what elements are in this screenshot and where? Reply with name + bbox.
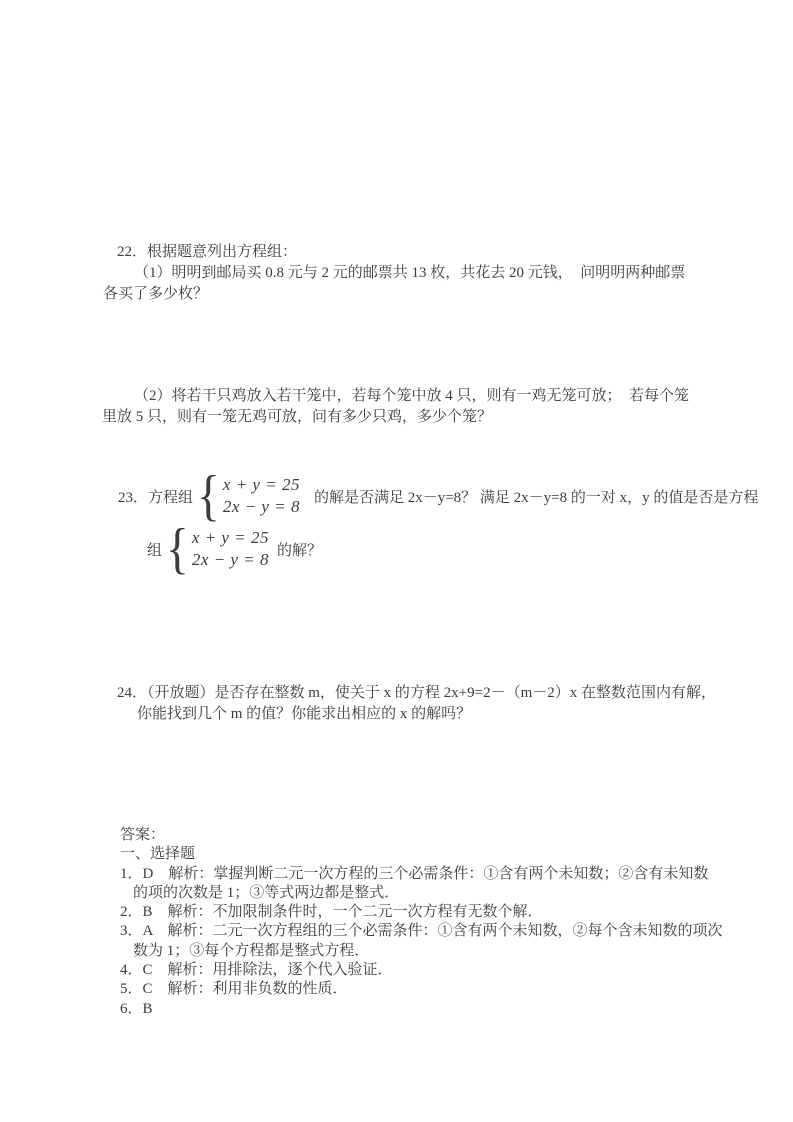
q23-row1 bbox=[118, 465, 759, 527]
q22-part2-line2: 里放 5 只，则有一笼无鸡可放，问有多少只鸡，多少个笼？ bbox=[102, 409, 493, 425]
q23-prefix: 23．方程组 bbox=[118, 489, 194, 506]
q23-eq2: 2x − y = 8 bbox=[222, 497, 300, 516]
q23-row2-eq2: 2x − y = 8 bbox=[191, 550, 269, 569]
answer-item-4-line1: 4．C 解析：用排除法，逐个代入验证． bbox=[120, 962, 393, 979]
answers-title: 答案： bbox=[120, 827, 166, 843]
answers-section bbox=[120, 826, 723, 1019]
q23-equation-system bbox=[223, 474, 300, 518]
q22-heading: 22．根据题意列出方程组： bbox=[117, 244, 298, 260]
answer-item-2-line1: 2．B 解析：不加限制条件时，一个二元一次方程有无数个解． bbox=[120, 904, 543, 921]
answer-item-3-line2: 数为 1；③每个方程都是整式方程． bbox=[133, 942, 370, 959]
q23-after-text: 的解是否满足 2x－y=8？ 满足 2x－y=8 的一对 x，y 的值是否是方程 bbox=[313, 489, 759, 506]
q23-eq1: x + y = 25 bbox=[222, 475, 300, 494]
q23-row2-eq1: x + y = 25 bbox=[191, 528, 269, 547]
q22-part2-line1: （2）将若干只鸡放入若干笼中，若每个笼中放 4 只，则有一鸡无笼可放； 若每个笼 bbox=[134, 388, 690, 404]
answer-item-1-line2: 的项的次数是 1；③等式两边都是整式． bbox=[133, 884, 400, 901]
q24-line1: 24．（开放题）是否存在整数 m，使关于 x 的方程 2x+9=2－（m－2）x 在整数范围内有解， bbox=[117, 685, 717, 701]
q22-part1-line1: （1）明明到邮局买 0.8 元与 2 元的邮票共 13 枚，共花去 20 元钱， 问明明两种邮票 bbox=[134, 265, 686, 281]
answer-item-3-line1: 3．A 解析：二元一次方程组的三个必需条件：①含有两个未知数，②每个含未知数的项次 bbox=[120, 923, 723, 940]
answer-item-1-line1: 1．D 解析：掌握判断二元一次方程的三个必需条件：①含有两个未知数；②含有未知数 bbox=[120, 865, 709, 882]
q24-line2: 你能找到几个 m 的值？你能求出相应的 x 的解吗？ bbox=[137, 706, 472, 722]
left-brace-icon: { bbox=[166, 518, 189, 580]
q23-row2 bbox=[147, 518, 322, 580]
answers-section-heading: 一、选择题 bbox=[120, 846, 196, 863]
q23-row2-prefix: 组 bbox=[147, 542, 163, 559]
q22-part1-line2: 各买了多少枚？ bbox=[103, 286, 209, 302]
q23-row2-equation-system bbox=[192, 527, 269, 571]
q23-row2-after-text: 的解？ bbox=[276, 542, 322, 559]
answer-item-6-line1: 6．B bbox=[120, 1000, 153, 1017]
answer-item-5-line1: 5．C 解析：利用非负数的性质． bbox=[120, 981, 348, 998]
left-brace-icon: { bbox=[197, 465, 220, 527]
